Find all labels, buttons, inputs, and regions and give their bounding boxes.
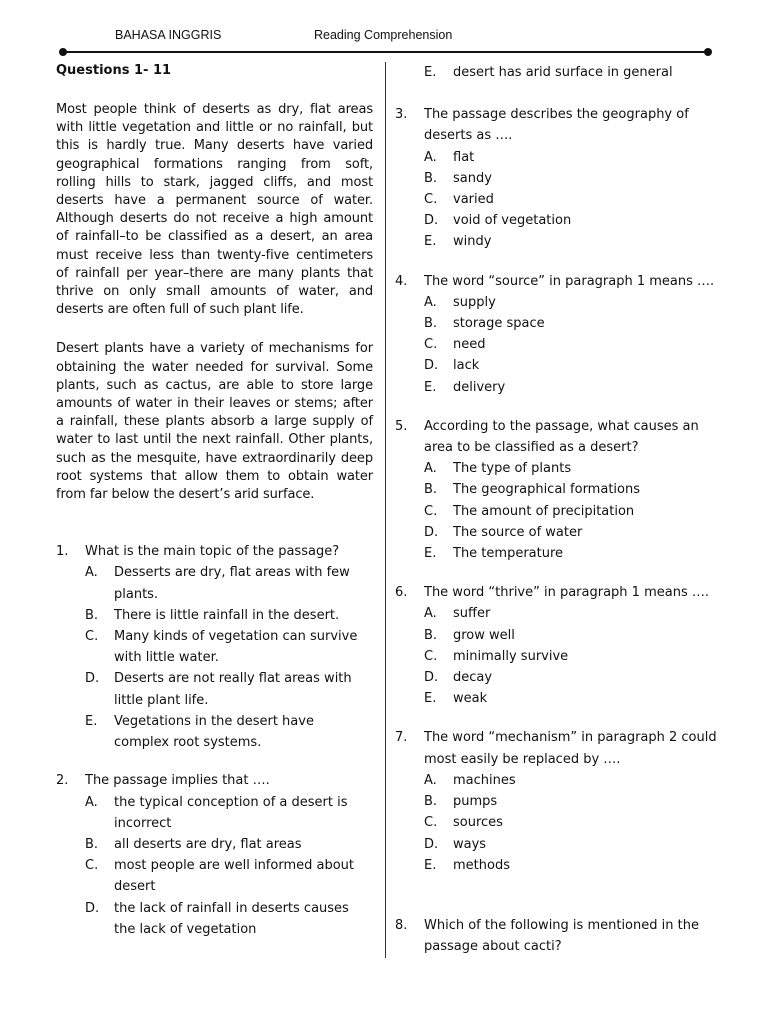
question-4 xyxy=(395,271,717,398)
option-letter: B. xyxy=(424,794,438,810)
left-column xyxy=(56,62,373,940)
question-text: The word “mechanism” in paragraph 2 could most easily be replaced by …. xyxy=(424,730,717,767)
option-letter: C. xyxy=(85,629,99,645)
question-number: 2. xyxy=(56,773,69,789)
option-text: minimally survive xyxy=(453,648,569,664)
option-text: Many kinds of vegetation can survive with little water. xyxy=(114,629,358,666)
option-letter: D. xyxy=(424,358,439,374)
question-text: The word “thrive” in paragraph 1 means …. xyxy=(424,585,709,601)
option-text: pumps xyxy=(453,794,498,810)
option-d xyxy=(424,667,717,688)
right-column xyxy=(395,62,717,957)
option-letter: D. xyxy=(85,671,100,687)
option-text: suffer xyxy=(453,606,491,622)
question-8 xyxy=(395,915,717,957)
option-b xyxy=(85,605,373,626)
option-text: windy xyxy=(453,234,492,250)
question-2 xyxy=(56,770,373,940)
option-text: varied xyxy=(453,192,494,208)
option-letter: E. xyxy=(424,234,437,250)
option-letter: C. xyxy=(424,337,438,353)
option-text: the typical conception of a desert is incorrect xyxy=(114,794,348,831)
option-letter: C. xyxy=(424,192,438,208)
option-a xyxy=(424,292,717,313)
option-text: flat xyxy=(453,149,475,165)
option-d xyxy=(424,522,717,543)
option-text: Deserts are not really flat areas with little plant life. xyxy=(114,671,352,708)
option-text: lack xyxy=(453,358,480,374)
passage-paragraph-2: Desert plants have a variety of mechanisms for obtaining the water needed for survival. Some plants, such as cactus, are able to store large amounts of water in their leaves or stems; after a rainfall, these plants absorb a large supply of water to last until the next rainfall. Other plants, such as the mesquite, have extraordinarily deep root systems that allow them to obtain water from far below the desert’s arid surface. xyxy=(56,341,373,503)
question-text: What is the main topic of the passage? xyxy=(85,544,340,560)
option-letter: E. xyxy=(424,546,437,562)
option-letter: B. xyxy=(424,482,438,498)
option-letter: D. xyxy=(424,213,439,229)
option-letter: B. xyxy=(85,607,99,623)
option-b xyxy=(424,625,717,646)
option-a xyxy=(424,603,717,624)
rule-right-dot xyxy=(704,48,712,56)
option-text: void of vegetation xyxy=(453,213,572,229)
question-6 xyxy=(395,582,717,709)
option-letter: E. xyxy=(424,691,437,707)
question-number: 6. xyxy=(395,585,408,601)
option-c xyxy=(424,646,717,667)
option-letter: E. xyxy=(424,379,437,395)
option-text: decay xyxy=(453,670,493,686)
option-d xyxy=(85,668,373,710)
option-letter: A. xyxy=(424,772,437,788)
option-b xyxy=(424,479,717,500)
option-c xyxy=(424,334,717,355)
option-c xyxy=(424,501,717,522)
question-text: According to the passage, what causes an area to be classified as a desert? xyxy=(424,418,699,456)
option-c xyxy=(424,189,717,210)
option-letter: D. xyxy=(85,900,100,916)
question-number: 1. xyxy=(56,544,69,560)
question-2-continued xyxy=(395,62,717,83)
question-stem xyxy=(395,582,717,603)
option-text: The amount of precipitation xyxy=(453,503,635,519)
question-number: 8. xyxy=(395,917,408,933)
option-letter: C. xyxy=(424,503,438,519)
option-b xyxy=(424,168,717,189)
option-letter: E. xyxy=(85,713,98,729)
option-c xyxy=(424,812,717,833)
option-e xyxy=(424,855,717,876)
option-text: machines xyxy=(453,772,516,788)
question-number: 7. xyxy=(395,730,408,746)
question-stem xyxy=(395,915,717,957)
question-3 xyxy=(395,104,717,252)
passage-paragraph-1: Most people think of deserts as dry, flat areas with little vegetation and little or no rainfall, but this is hardly true. Many deserts have varied geographical formations ranging from soft, rolling hills to stark, jagged cliffs, and most deserts have a permanent source of water. Although deserts do not receive a high amount of rainfall–to be classified as a desert, an area must receive less than twenty-five centimeters of rainfall per year–there are many plants that thrive on only small amounts of water, and deserts are often full of such plant life. xyxy=(56,102,373,318)
option-d xyxy=(424,355,717,376)
option-e xyxy=(85,711,373,753)
header-subject: BAHASA INGGRIS xyxy=(115,28,222,42)
option-letter: A. xyxy=(85,794,98,810)
option-text: supply xyxy=(453,294,496,310)
option-letter: E. xyxy=(424,857,437,873)
option-text: There is little rainfall in the desert. xyxy=(114,607,340,623)
option-a xyxy=(424,147,717,168)
option-a xyxy=(85,792,373,834)
question-stem xyxy=(56,541,373,562)
option-letter: C. xyxy=(424,648,438,664)
question-text: The word “source” in paragraph 1 means …. xyxy=(424,273,715,289)
option-text: The source of water xyxy=(453,524,583,540)
option-text: weak xyxy=(453,691,488,707)
option-c xyxy=(85,855,373,897)
option-text: most people are well informed about desert xyxy=(114,858,355,895)
option-a xyxy=(424,458,717,479)
option-letter: C. xyxy=(424,815,438,831)
option-e xyxy=(424,231,717,252)
option-text: The temperature xyxy=(453,546,564,562)
option-text: sandy xyxy=(453,170,492,186)
option-letter: B. xyxy=(424,627,438,643)
questions-heading: Questions 1- 11 xyxy=(56,63,172,78)
header-rule xyxy=(63,51,708,53)
option-e xyxy=(424,377,717,398)
option-letter: A. xyxy=(85,565,98,581)
question-number: 5. xyxy=(395,418,408,434)
option-letter: A. xyxy=(424,149,437,165)
question-1 xyxy=(56,541,373,753)
header-section: Reading Comprehension xyxy=(314,28,453,42)
question-7 xyxy=(395,727,717,875)
option-letter: B. xyxy=(424,316,438,332)
option-text: need xyxy=(453,337,486,353)
option-letter: E. xyxy=(424,65,437,80)
option-letter: B. xyxy=(85,836,99,852)
option-b xyxy=(424,791,717,812)
option-e xyxy=(424,543,717,564)
option-text: delivery xyxy=(453,379,506,395)
option-b xyxy=(424,313,717,334)
option-e xyxy=(424,62,717,83)
option-text: Vegetations in the desert have complex root systems. xyxy=(114,713,314,751)
option-text: the lack of rainfall in deserts causes the lack of vegetation xyxy=(114,900,349,937)
option-text: storage space xyxy=(453,316,545,332)
question-number: 4. xyxy=(395,273,408,289)
option-letter: B. xyxy=(424,170,438,186)
option-text: Desserts are dry, flat areas with few plants. xyxy=(114,565,350,602)
option-text: all deserts are dry, flat areas xyxy=(114,836,302,852)
option-letter: C. xyxy=(85,858,99,874)
option-letter: D. xyxy=(424,836,439,852)
option-a xyxy=(85,562,373,604)
option-d xyxy=(424,210,717,231)
column-divider xyxy=(385,62,386,958)
option-c xyxy=(85,626,373,668)
option-text: desert has arid surface in general xyxy=(453,65,673,80)
option-text: ways xyxy=(453,836,487,852)
option-text: The type of plants xyxy=(453,461,572,477)
option-text: sources xyxy=(453,815,503,831)
question-text: The passage implies that …. xyxy=(85,773,270,789)
question-number: 3. xyxy=(395,107,408,123)
option-e xyxy=(424,688,717,709)
option-letter: D. xyxy=(424,524,439,540)
question-5 xyxy=(395,416,717,564)
option-a xyxy=(424,770,717,791)
question-stem xyxy=(56,770,373,791)
option-text: grow well xyxy=(453,627,515,643)
option-letter: D. xyxy=(424,670,439,686)
option-text: The geographical formations xyxy=(453,482,640,498)
option-d xyxy=(85,898,373,940)
option-b xyxy=(85,834,373,855)
option-d xyxy=(424,834,717,855)
option-text: methods xyxy=(453,857,510,873)
option-letter: A. xyxy=(424,606,437,622)
option-letter: A. xyxy=(424,461,437,477)
question-text: Which of the following is mentioned in the passage about cacti? xyxy=(424,917,699,955)
question-text: The passage describes the geography of deserts as …. xyxy=(424,107,689,144)
question-stem xyxy=(395,271,717,292)
question-stem xyxy=(395,727,717,769)
option-letter: A. xyxy=(424,294,437,310)
question-stem xyxy=(395,104,717,146)
question-stem xyxy=(395,416,717,458)
